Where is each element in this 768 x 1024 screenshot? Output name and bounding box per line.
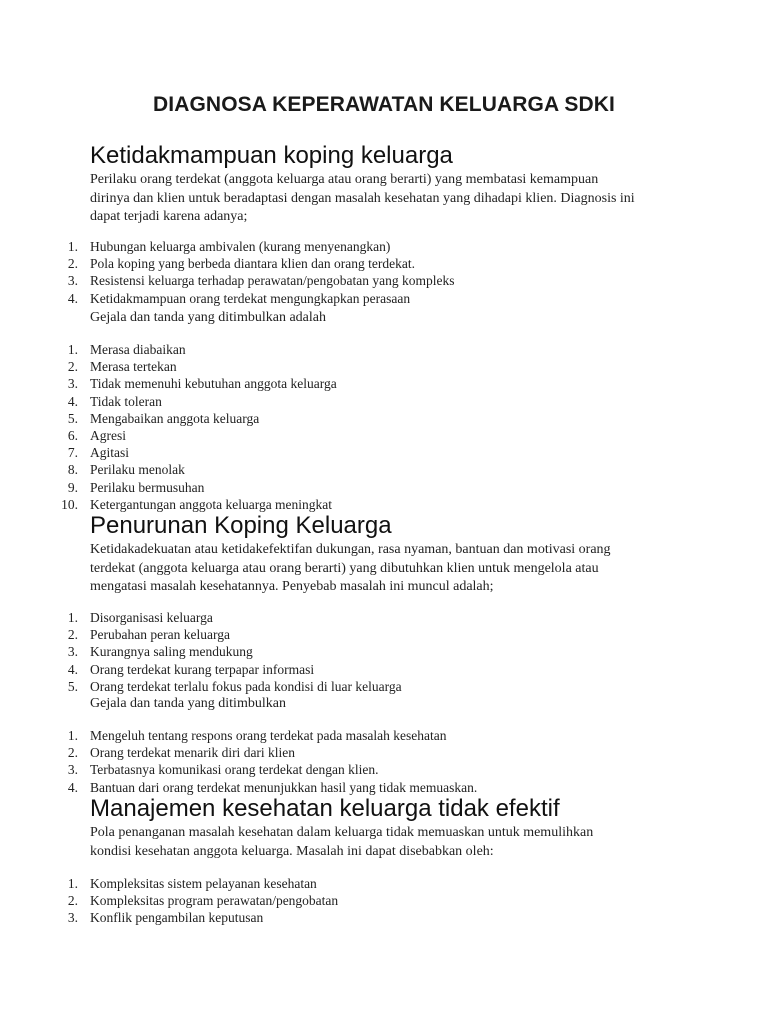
list-item-text: Mengabaikan anggota keluarga xyxy=(90,410,260,426)
list-item: 1. Hubungan keluarga ambivalen (kurang menyenangkan) xyxy=(67,239,391,254)
list-item: 1. Mengeluh tentang respons orang terdekat pada masalah kesehatan xyxy=(67,728,447,743)
list-item: 1. Merasa diabaikan xyxy=(67,342,186,357)
symptoms-list xyxy=(0,727,760,796)
section-intro xyxy=(90,171,690,227)
list-item-text: Tidak memenuhi kebutuhan anggota keluarga xyxy=(90,376,337,392)
list-item: 5. Mengabaikan anggota keluarga xyxy=(67,410,260,426)
section-heading-ketidakmampuan-koping: Ketidakmampuan koping keluarga xyxy=(90,142,453,169)
causes-list xyxy=(0,609,760,695)
list-item: 6. Agresi xyxy=(67,427,126,443)
intro-line: dapat terjadi karena adanya; xyxy=(90,209,248,224)
list-item: 2. Orang terdekat menarik diri dari klien xyxy=(67,745,296,761)
section-heading-penurunan-koping: Penurunan Koping Keluarga xyxy=(90,512,392,539)
list-item-text: Mengeluh tentang respons orang terdekat pada masalah kesehatan xyxy=(90,728,447,743)
list-item-text: Orang terdekat kurang terpapar informasi xyxy=(90,661,315,677)
section-intro xyxy=(90,541,690,597)
list-item-text: Orang terdekat menarik diri dari klien xyxy=(90,745,296,761)
intro-line: mengatasi masalah kesehatannya. Penyebab masalah ini muncul adalah; xyxy=(90,579,494,594)
list-item-text: Hubungan keluarga ambivalen (kurang menyenangkan) xyxy=(90,239,391,254)
list-item-text: Kompleksitas sistem pelayanan kesehatan xyxy=(90,876,317,891)
list-item-text: Disorganisasi keluarga xyxy=(90,610,213,625)
list-item-text: Tidak toleran xyxy=(90,393,162,409)
list-item-text: Agresi xyxy=(90,427,126,443)
intro-line: terdekat (anggota keluarga atau orang berarti) yang dibutuhkan klien untuk mengelola atau xyxy=(90,560,599,576)
intro-line: dirinya dan klien untuk beradaptasi dengan masalah kesehatan yang dihadapi klien. Diagnosis ini xyxy=(90,190,635,206)
list-item: 1. Disorganisasi keluarga xyxy=(67,610,213,625)
list-item: 3. Tidak memenuhi kebutuhan anggota keluarga xyxy=(67,376,337,392)
list-item-text: Merasa diabaikan xyxy=(90,342,186,357)
list-item-text: Bantuan dari orang terdekat menunjukkan hasil yang tidak memuaskan. xyxy=(90,779,478,795)
list-item: 4. Tidak toleran xyxy=(67,393,162,409)
list-item-text: Kurangnya saling mendukung xyxy=(90,644,253,660)
list-item-text: Ketidakmampuan orang terdekat mengungkapkan perasaan xyxy=(90,290,411,306)
list-item: 2. Merasa tertekan xyxy=(67,359,177,375)
causes-list xyxy=(0,238,760,307)
intro-line: Perilaku orang terdekat (anggota keluarga atau orang berarti) yang membatasi kemampuan xyxy=(90,172,599,187)
symptoms-intro: Gejala dan tanda yang ditimbulkan xyxy=(90,696,286,711)
list-item-text: Konflik pengambilan keputusan xyxy=(90,910,264,926)
list-item-text: Merasa tertekan xyxy=(90,359,177,375)
causes-list xyxy=(0,875,760,927)
list-item-text: Pola koping yang berbeda diantara klien dan orang terdekat. xyxy=(90,256,416,272)
list-item: 4. Orang terdekat kurang terpapar informasi xyxy=(67,661,315,677)
list-item-text: Agitasi xyxy=(90,445,129,461)
list-item: 4. Bantuan dari orang terdekat menunjukkan hasil yang tidak memuaskan. xyxy=(67,779,478,795)
list-item-text: Resistensi keluarga terhadap perawatan/pengobatan yang kompleks xyxy=(90,273,455,289)
list-item: 3. Resistensi keluarga terhadap perawatan/pengobatan yang kompleks xyxy=(67,273,455,289)
list-item-text: Terbatasnya komunikasi orang terdekat dengan klien. xyxy=(90,762,379,778)
list-item: 2. Perubahan peran keluarga xyxy=(67,627,230,643)
list-item: 10. Ketergantungan anggota keluarga meningkat xyxy=(61,496,333,512)
list-item: 3. Konflik pengambilan keputusan xyxy=(67,910,264,926)
intro-line: Ketidakadekuatan atau ketidakefektifan dukungan, rasa nyaman, bantuan dan motivasi orang xyxy=(90,542,611,557)
list-item: 1. Kompleksitas sistem pelayanan kesehatan xyxy=(67,876,317,891)
list-item-text: Ketergantungan anggota keluarga meningkat xyxy=(90,496,333,512)
list-item: 2. Pola koping yang berbeda diantara klien dan orang terdekat. xyxy=(67,256,416,272)
list-item: 5. Orang terdekat terlalu fokus pada kondisi di luar keluarga xyxy=(67,678,402,694)
list-item-text: Perilaku bermusuhan xyxy=(90,479,205,495)
section-intro xyxy=(90,824,690,861)
list-item: 8. Perilaku menolak xyxy=(67,462,185,478)
list-item: 7. Agitasi xyxy=(67,445,129,461)
document-title: DIAGNOSA KEPERAWATAN KELUARGA SDKI xyxy=(153,93,615,116)
intro-line: Pola penanganan masalah kesehatan dalam keluarga tidak memuaskan untuk memulihkan xyxy=(90,825,594,840)
list-item: 3. Kurangnya saling mendukung xyxy=(67,644,253,660)
list-item-text: Kompleksitas program perawatan/pengobatan xyxy=(90,893,339,909)
symptoms-list xyxy=(0,341,760,513)
list-item: 9. Perilaku bermusuhan xyxy=(67,479,205,495)
list-item: 4. Ketidakmampuan orang terdekat mengungkapkan perasaan xyxy=(67,290,411,306)
list-item-text: Perubahan peran keluarga xyxy=(90,627,230,643)
list-item-text: Orang terdekat terlalu fokus pada kondisi di luar keluarga xyxy=(90,678,402,694)
section-heading-manajemen-kesehatan: Manajemen kesehatan keluarga tidak efektif xyxy=(90,795,560,822)
list-item: 2. Kompleksitas program perawatan/pengobatan xyxy=(67,893,339,909)
symptoms-intro: Gejala dan tanda yang ditimbulkan adalah xyxy=(90,310,326,325)
list-item: 3. Terbatasnya komunikasi orang terdekat dengan klien. xyxy=(67,762,379,778)
list-item-text: Perilaku menolak xyxy=(90,462,185,478)
intro-line: kondisi kesehatan anggota keluarga. Masalah ini dapat disebabkan oleh: xyxy=(90,843,494,859)
